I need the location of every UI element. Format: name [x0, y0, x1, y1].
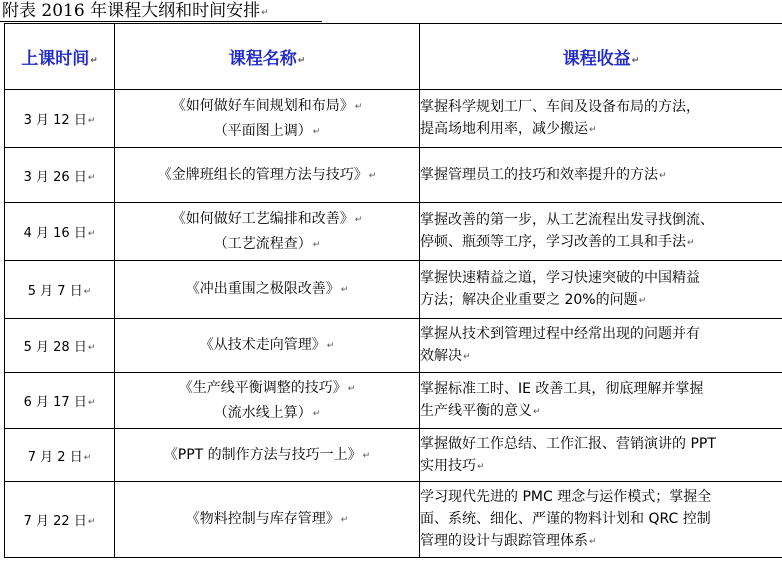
course-benefit-text: 掌握从技术到管理过程中经常出现的问题并有	[420, 326, 700, 342]
table-row	[5, 203, 782, 261]
course-benefit-text: 掌握科学规划工厂、车间及设备布局的方法，	[420, 99, 700, 115]
course-benefit-text: 实用技巧	[420, 457, 476, 474]
course-name-text: 《冲出重围之极限改善》	[185, 281, 340, 297]
paragraph-mark-icon: ↵	[477, 461, 485, 472]
course-name-text: 《从技术走向管理》	[199, 337, 326, 353]
paragraph-mark-icon: ↵	[354, 214, 363, 225]
table-row	[5, 90, 782, 148]
course-benefit-line	[420, 118, 782, 141]
course-name-line	[115, 507, 419, 532]
paragraph-mark-icon: ↵	[347, 383, 356, 394]
course-benefit-text: 生产线平衡的意义	[420, 403, 532, 419]
table-row	[5, 261, 782, 319]
paragraph-mark-icon: ↵	[87, 172, 96, 183]
course-benefit-line	[420, 231, 782, 254]
table-header-row	[5, 24, 782, 90]
paragraph-mark-icon: ↵	[87, 517, 96, 527]
title-text: 附表 2016 年课程大纲和时间安排	[2, 1, 261, 21]
course-schedule-table	[4, 23, 782, 558]
paragraph-mark-icon: ↵	[83, 452, 92, 463]
course-benefit-text: 停顿、瓶颈等工序，学习改善的工具和手法	[420, 234, 686, 250]
course-date: 4 月 16 日	[23, 226, 87, 241]
table-row	[5, 482, 782, 558]
course-date-cell	[5, 482, 115, 558]
course-benefit-line	[420, 209, 782, 231]
paragraph-mark-icon: ↵	[368, 170, 377, 181]
course-benefit-cell	[420, 429, 782, 482]
course-date-cell	[5, 429, 115, 482]
course-benefit-line	[420, 96, 782, 118]
course-benefit-cell	[420, 203, 782, 261]
header-course-benefit: 课程收益↵	[420, 24, 782, 90]
paragraph-mark-icon: ↵	[340, 515, 349, 525]
course-benefit-text: 方法；解决企业重要之 20%的问题	[420, 292, 638, 308]
paragraph-mark-icon: ↵	[638, 296, 647, 306]
paragraph-mark-icon: ↵	[87, 398, 96, 408]
course-benefit-text: 学习现代先进的 PMC 理念与运作模式；掌握全	[420, 489, 712, 505]
paragraph-mark-icon: ↵	[354, 101, 363, 112]
course-name-line	[115, 94, 419, 119]
course-benefit-cell	[420, 319, 782, 373]
header-time: 上课时间↵	[5, 24, 115, 90]
paragraph-mark-icon: ↵	[589, 125, 597, 135]
course-benefit-line	[420, 433, 782, 455]
course-name-text: （流水线上算）	[213, 404, 312, 421]
course-name-text: 《生产线平衡调整的技巧》	[178, 379, 347, 396]
course-name-text: 《金牌班组长的管理方法与技巧》	[157, 166, 368, 183]
course-name-line	[115, 443, 419, 468]
paragraph-mark-icon: ↵	[83, 287, 92, 297]
course-date: 5 月 28 日	[23, 340, 87, 355]
paragraph-mark-icon: ↵	[589, 537, 597, 547]
header-course-name: 课程名称↵	[115, 24, 420, 90]
course-date: 6 月 17 日	[23, 395, 87, 410]
course-name-line	[115, 232, 419, 257]
paragraph-mark-icon: ↵	[312, 126, 321, 137]
course-name-text: 《PPT 的制作方法与技巧一上》	[163, 446, 362, 463]
course-date-cell	[5, 373, 115, 429]
course-name-line	[115, 163, 419, 188]
course-benefit-line	[420, 486, 782, 508]
course-name-cell	[115, 482, 420, 558]
course-benefit-line	[420, 508, 782, 530]
course-name-text: 《如何做好工艺编排和改善》	[171, 210, 354, 227]
paragraph-mark-icon: ↵	[87, 229, 96, 239]
course-name-line	[115, 333, 419, 358]
paragraph-mark-icon: ↵	[340, 285, 349, 295]
paragraph-mark-icon: ↵	[87, 116, 96, 126]
table-row	[5, 319, 782, 373]
course-date-cell	[5, 203, 115, 261]
course-benefit-line	[420, 378, 782, 400]
course-name-cell	[115, 319, 420, 373]
course-benefit-text: 面、系统、细化、严谨的物料计划和 QRC 控制	[420, 511, 711, 527]
course-date: 5 月 7 日	[27, 284, 83, 299]
course-name-text: 《物料控制与库存管理》	[185, 511, 340, 527]
paragraph-mark-icon: ↵	[687, 238, 695, 248]
course-benefit-line	[420, 345, 782, 368]
course-benefit-cell	[420, 373, 782, 429]
table-row	[5, 148, 782, 203]
course-name-line	[115, 401, 419, 426]
paragraph-mark-icon: ↵	[326, 341, 335, 351]
title-underline	[0, 21, 322, 22]
course-name-text: 《如何做好车间规划和布局》	[171, 97, 354, 114]
paragraph-mark-icon: ↵	[533, 407, 541, 417]
course-benefit-line	[420, 455, 782, 478]
course-date-cell	[5, 148, 115, 203]
paragraph-mark-icon: ↵	[312, 239, 321, 250]
course-name-cell	[115, 261, 420, 319]
course-name-line	[115, 119, 419, 144]
course-name-cell	[115, 148, 420, 203]
paragraph-mark-icon: ↵	[312, 408, 321, 419]
paragraph-mark-icon: ↵	[87, 343, 96, 353]
course-date: 3 月 26 日	[23, 169, 87, 185]
course-name-text: （工艺流程查）	[213, 235, 312, 252]
course-name-cell	[115, 203, 420, 261]
paragraph-mark-icon: ↵	[261, 8, 269, 18]
course-name-line	[115, 376, 419, 401]
paragraph-mark-icon: ↵	[362, 450, 371, 461]
course-benefit-cell	[420, 90, 782, 148]
course-name-cell	[115, 373, 420, 429]
course-benefit-line	[420, 289, 782, 312]
course-benefit-text: 掌握快速精益之道，学习快速突破的中国精益	[420, 270, 700, 286]
course-date: 7 月 2 日	[27, 449, 83, 465]
course-benefit-text: 掌握管理员工的技巧和效率提升的方法	[420, 166, 658, 183]
course-name-cell	[115, 90, 420, 148]
table-body	[5, 90, 782, 558]
paragraph-mark-icon: ↵	[659, 170, 667, 181]
course-benefit-text: 效解决	[420, 348, 462, 364]
course-benefit-cell	[420, 148, 782, 203]
course-benefit-line	[420, 323, 782, 345]
course-benefit-cell	[420, 482, 782, 558]
course-benefit-line	[420, 267, 782, 289]
course-date-cell	[5, 319, 115, 373]
course-benefit-text: 掌握改善的第一步，从工艺流程出发寻找倒流、	[420, 212, 714, 228]
course-benefit-line	[420, 164, 782, 187]
course-name-text: （平面图上调）	[213, 122, 312, 139]
course-benefit-text: 掌握做好工作总结、工作汇报、营销演讲的 PPT	[420, 435, 716, 452]
course-benefit-text: 管理的设计与跟踪管理体系	[420, 533, 588, 549]
course-name-cell	[115, 429, 420, 482]
course-date: 7 月 22 日	[23, 514, 87, 529]
course-name-line	[115, 207, 419, 232]
course-benefit-line	[420, 400, 782, 423]
course-date-cell	[5, 90, 115, 148]
course-date-cell	[5, 261, 115, 319]
course-benefit-line	[420, 530, 782, 553]
table-row	[5, 429, 782, 482]
course-date: 3 月 12 日	[23, 113, 87, 128]
course-name-line	[115, 277, 419, 302]
course-benefit-text: 提高场地利用率，减少搬运	[420, 121, 588, 137]
paragraph-mark-icon: ↵	[463, 352, 471, 362]
table-row	[5, 373, 782, 429]
course-benefit-cell	[420, 261, 782, 319]
course-benefit-text: 掌握标准工时、IE 改善工具，彻底理解并掌握	[420, 381, 704, 397]
page-title	[2, 0, 269, 22]
